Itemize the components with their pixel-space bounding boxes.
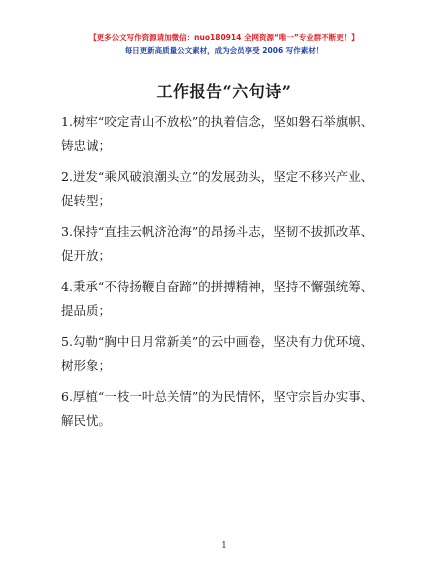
page-number: 1 [221,541,227,551]
list-item [61,220,391,267]
list-item-line: 1.树牢“咬定青山不放松”的执着信念，坚如磐石举旗帜、 [61,114,374,129]
list-item [61,110,391,157]
list-item-line: 4.秉承“不待扬鞭自奋蹄”的拼搏精神，坚持不懈强统筹、 [61,279,374,294]
poem-list [61,110,391,440]
list-item-line: 促转型； [61,193,112,208]
list-item-line: 2.迸发“乘风破浪潮头立”的发展劲头，坚定不移兴产业、 [61,169,374,184]
document-title: 工作报告“六句诗” [156,82,292,101]
list-item-line: 5.勾勒“胸中日月常新美”的云中画卷，坚决有力优环境、 [61,334,374,349]
list-item [61,330,391,377]
list-item [61,165,391,212]
list-item [61,275,391,322]
list-item-line: 树形象； [61,358,112,373]
list-item-line: 促开放； [61,248,112,263]
list-item-line: 3.保持“直挂云帆济沧海”的昂扬斗志，坚韧不拔抓改革、 [61,224,374,239]
list-item [61,385,391,432]
list-item-line: 解民忧。 [61,413,112,428]
promo-line-membership: 每日更新高质量公文素材，成为会员享受 2006 写作素材！ [124,46,324,55]
list-item-line: 铸忠诚； [61,138,112,153]
list-item-line: 提品质； [61,303,112,318]
promo-line-wechat: 【更多公文写作资源请加微信：nuo180914 全网资源“唯一”专业群不断更！】 [89,33,359,42]
list-item-line: 6.厚植“一枝一叶总关情”的为民情怀，坚守宗旨办实事、 [61,389,374,404]
promo-header [0,32,448,56]
